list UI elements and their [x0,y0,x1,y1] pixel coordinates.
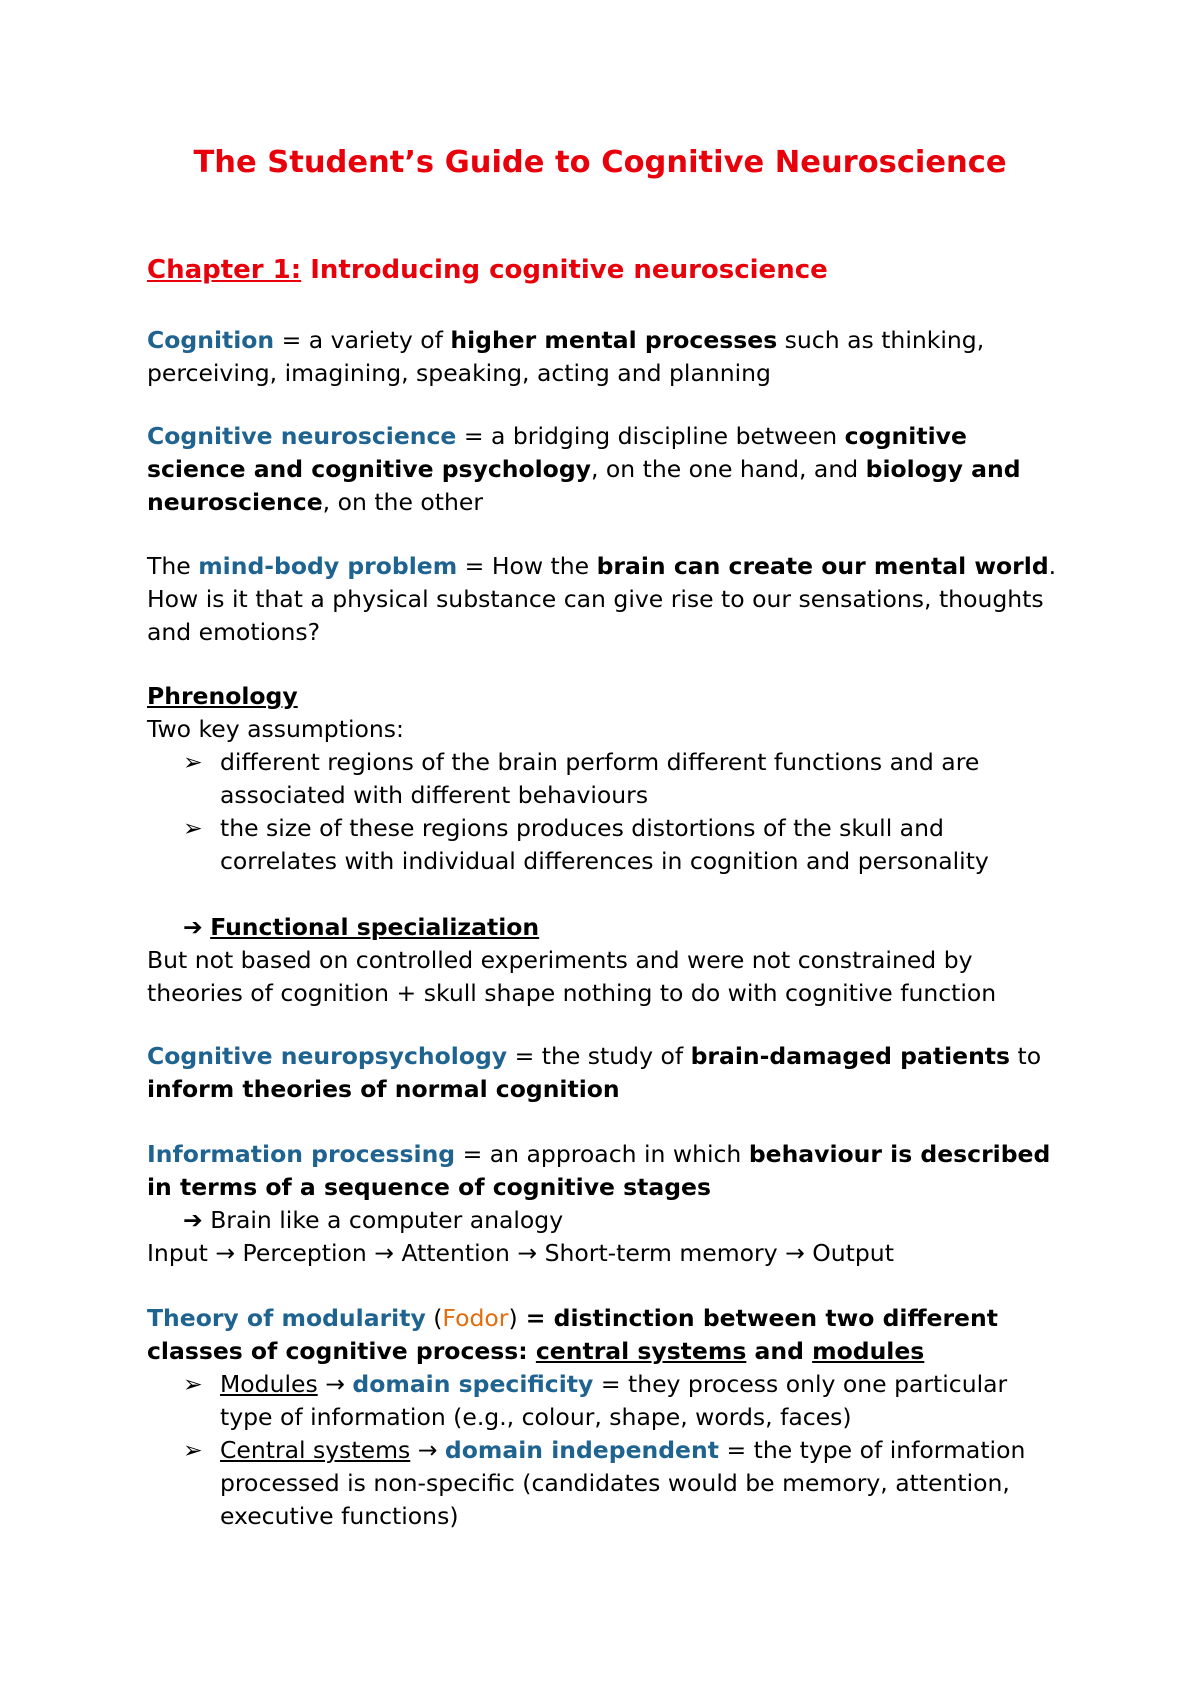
phrenology-critique: But not based on controlled experiments and were not constrained by theories of cognition + skull shape nothing to do with cognitive function [147,946,997,1007]
neuropsychology-definition [147,1040,1067,1106]
definition-text: such as thinking, perceiving, imagining, speaking, acting and planning [147,326,985,387]
arrowhead-bullet-icon: ➢ [183,814,203,842]
information-processing-definition [147,1138,1067,1204]
paren: ) [508,1304,518,1332]
arrowhead-bullet-icon: ➢ [183,1370,203,1398]
paren: ( [425,1304,443,1332]
definition-bold: brain can create our mental world [596,552,1049,580]
right-arrow-icon: ➔ [183,1206,203,1234]
list-item-text: the size of these regions produces distortions of the skull and correlates with individual differences in cognition and personality [220,814,989,875]
information-processing-section [147,1138,1067,1270]
definition-text: to [1010,1042,1042,1070]
definition-text: The [147,552,199,580]
definition-text: . How is it that a physical substance can give rise to our sensations, thoughts and emotions? [147,552,1057,646]
list-item-text: = the type of information processed is non-specific (candidates would be memory, attention, executive functions) [220,1436,1026,1530]
modularity-section [147,1302,1067,1533]
definition-text: = How the [457,552,597,580]
definition-bold: inform theories of normal cognition [147,1075,620,1103]
phrenology-intro: Two key assumptions: [147,715,404,743]
term-domain-independent: domain independent [444,1436,719,1464]
definition-bold: and [746,1337,813,1365]
term-cognitive-neuropsychology: Cognitive neuropsychology [147,1042,508,1070]
modularity-definition [147,1302,1067,1368]
term-information-processing: Information processing [147,1140,456,1168]
phrenology-section [147,680,1067,1010]
right-arrow-icon: → [417,1436,438,1464]
arrowhead-bullet-icon: ➢ [183,1436,203,1464]
cognition-definition [147,324,1067,390]
chapter-heading [147,253,828,287]
definition-bold: biology and neuroscience [147,455,1021,516]
stage: Perception [242,1239,367,1267]
definition-text: = a variety of [274,326,451,354]
definition-text: , on the other [322,488,483,516]
central-systems-item-label: Central systems [220,1436,411,1464]
chapter-name: Introducing cognitive neuroscience [301,255,828,285]
definition-bold: distinction between two different classes of cognitive process: [147,1304,998,1365]
mind-body-definition [147,550,1067,649]
conclusion-line [147,911,1067,944]
functional-specialization: Functional specialization [210,913,540,941]
list-item [147,1368,1067,1434]
central-systems-label: central systems [535,1337,747,1365]
definition-bold: = [517,1304,554,1332]
definition-text: = an approach in which [455,1140,749,1168]
definition-bold: behaviour is described in terms of a sequence of cognitive stages [147,1140,1051,1201]
definition-text: = a bridging discipline between [456,422,845,450]
list-item-text: different regions of the brain perform different functions and are associated with different behaviours [220,748,980,809]
right-arrow-icon: → [325,1370,345,1398]
stage: Input [147,1239,208,1267]
cognitive-neuroscience-definition [147,420,1067,519]
analogy-text: Brain like a computer analogy [210,1206,564,1234]
modules-label: modules [812,1337,925,1365]
term-mind-body-problem: mind-body problem [198,552,458,580]
right-arrow-icon: → [374,1239,394,1267]
definition-text: , on the one hand, and [590,455,866,483]
definition-bold: cognitive science and cognitive psychology [147,422,967,483]
right-arrow-icon: → [215,1239,236,1267]
term-domain-specificity: domain specificity [352,1370,594,1398]
list-item [147,1434,1067,1533]
term-cognitive-neuroscience: Cognitive neuroscience [147,422,457,450]
stage: Short-term memory [544,1239,778,1267]
term-cognition: Cognition [147,326,275,354]
right-arrow-icon: → [517,1239,538,1267]
author-fodor: Fodor [442,1304,509,1332]
processing-stages [147,1237,1067,1270]
list-item [147,812,1067,878]
list-item-text: = they process only one particular type of information (e.g., colour, shape, words, faces) [220,1370,1008,1431]
right-arrow-icon: ➔ [183,913,203,941]
stage: Output [812,1239,894,1267]
definition-text: = the study of [507,1042,691,1070]
phrenology-heading: Phrenology [147,682,298,710]
arrowhead-bullet-icon: ➢ [183,748,203,776]
term-theory-of-modularity: Theory of modularity [147,1304,426,1332]
right-arrow-icon: → [785,1239,805,1267]
definition-bold: higher mental processes [450,326,778,354]
list-item [147,746,1067,812]
document-title: The Student’s Guide to Cognitive Neuroscience [193,145,1007,180]
chapter-number: Chapter 1: [147,255,302,285]
modules-item-label: Modules [220,1370,318,1398]
analogy-line [147,1204,1067,1237]
stage: Attention [401,1239,510,1267]
definition-bold: brain-damaged patients [690,1042,1011,1070]
